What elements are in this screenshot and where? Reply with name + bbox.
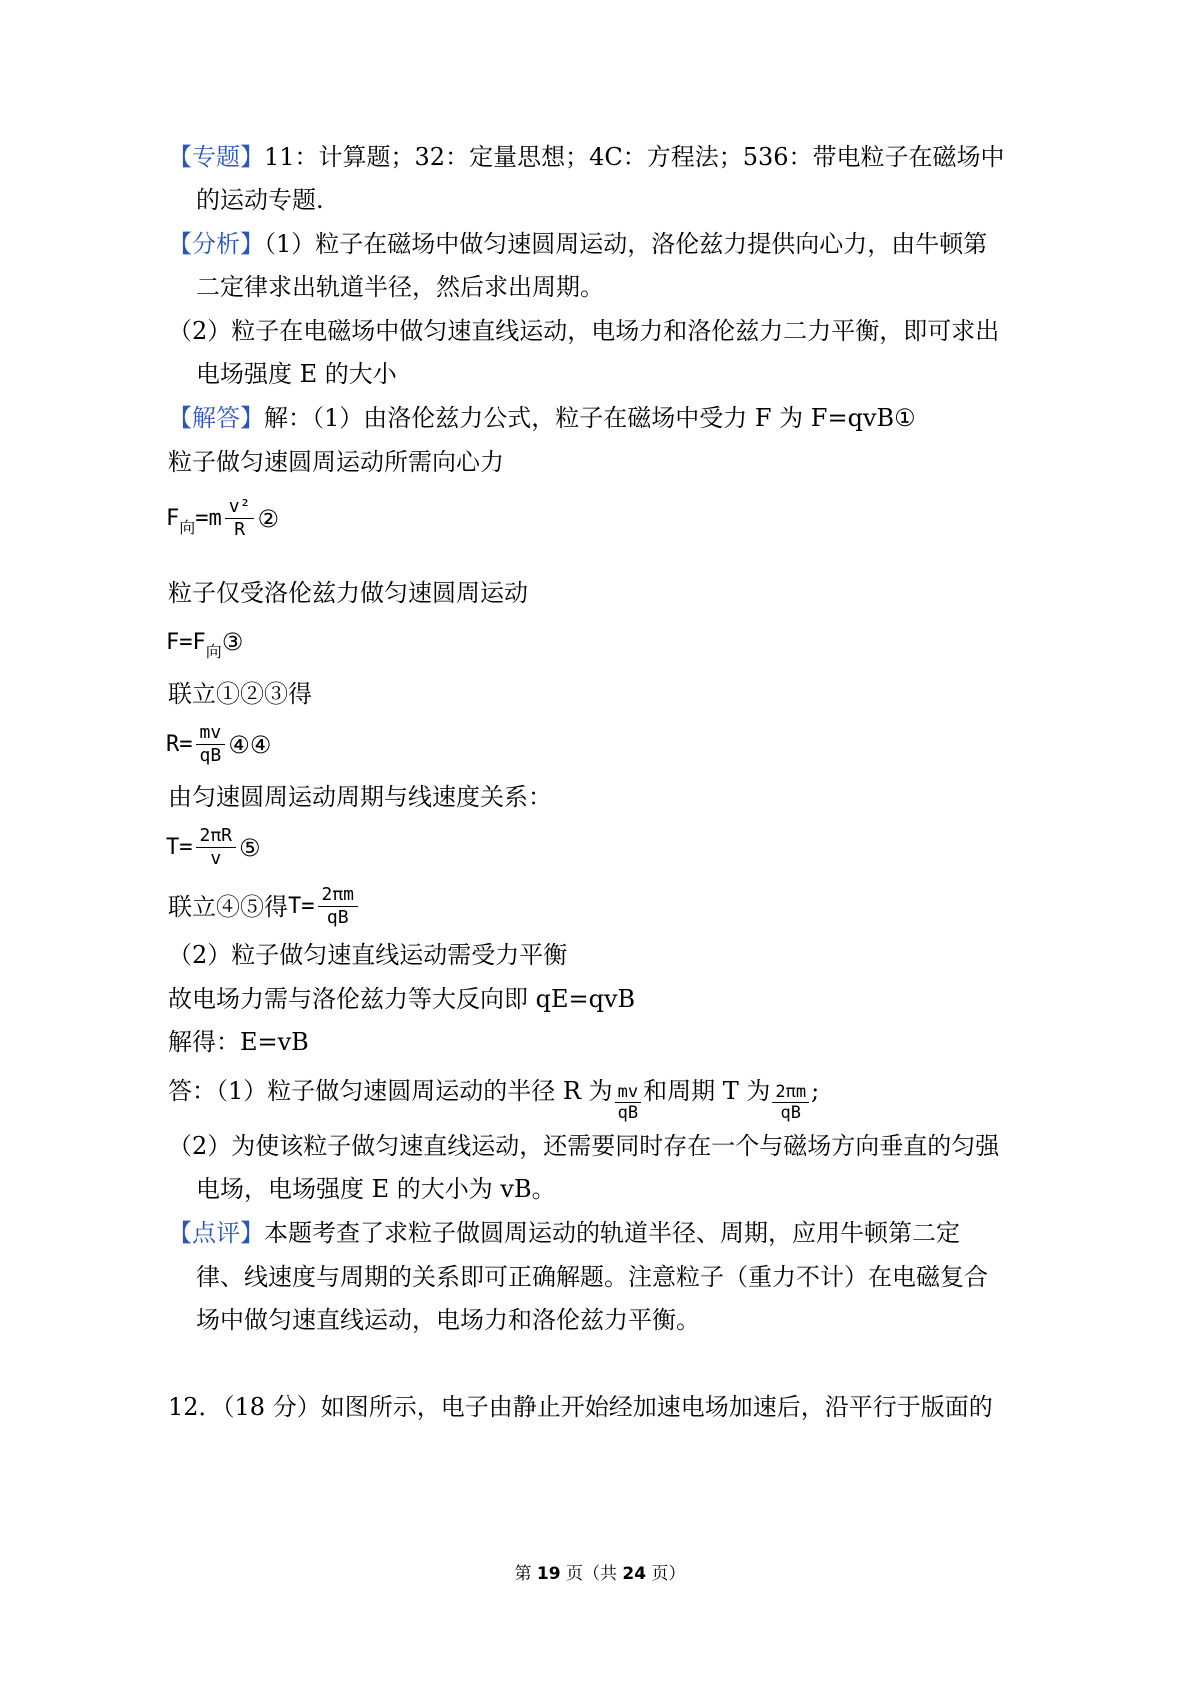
- solution-line-5: 由匀速圆周运动周期与线速度关系：: [168, 783, 552, 811]
- formula-f2-sub: 向: [179, 518, 196, 537]
- answer-fraction-period: [772, 1082, 809, 1123]
- answer-text-a: 答：（1）粒子做匀速圆周运动的半径 R 为: [168, 1077, 613, 1105]
- solution-line-1: [168, 402, 916, 434]
- footer-middle: 页（共: [560, 1564, 623, 1584]
- topic-tag: 【专题】: [168, 143, 264, 171]
- formula-f5-fraction: [196, 825, 237, 870]
- solution-line-7: （2）粒子做匀速直线运动需受力平衡: [168, 941, 568, 969]
- answer-line-2: （2）为使该粒子做匀速直线运动，还需要同时存在一个与磁场方向垂直的匀强: [168, 1132, 1000, 1160]
- analysis-line-2: 二定律求出轨道半径，然后求出周期。: [196, 273, 604, 301]
- page-footer: [0, 1559, 1200, 1584]
- solution-line-2: 粒子做匀速圆周运动所需向心力: [168, 448, 504, 476]
- formula-f6-lhs: T=: [288, 893, 315, 919]
- answer-text-b: 和周期 T 为: [643, 1077, 771, 1105]
- solution-tag: 【解答】: [168, 404, 264, 432]
- answer-text-c: ;: [811, 1077, 820, 1105]
- answer-fraction-radius: [615, 1082, 641, 1123]
- solution-line-9: 解得：E=vB: [168, 1028, 309, 1056]
- formula-f5-lhs: T=: [166, 835, 193, 860]
- formula-f3-mark: ③: [221, 628, 244, 656]
- formula-f2-num: v²: [225, 496, 255, 519]
- topic-line-1: [168, 141, 1005, 173]
- footer-page-number: 19: [536, 1564, 561, 1584]
- analysis-line-1: [168, 228, 987, 260]
- analysis-line-4: 电场强度 E 的大小: [196, 360, 397, 388]
- footer-suffix: 页）: [646, 1564, 686, 1584]
- formula-f5-mark: ⑤: [239, 833, 261, 862]
- answer-line-1: [168, 1072, 820, 1123]
- formula-f4-num: mv: [196, 722, 226, 745]
- formula-period-m: [288, 884, 361, 929]
- formula-f4-lhs: R=: [166, 732, 193, 757]
- formula-f6-den: qB: [326, 907, 349, 928]
- formula-period-v: [166, 825, 261, 870]
- footer-total-pages: 24: [622, 1564, 647, 1584]
- formula-f4-fraction: [196, 722, 226, 767]
- comment-line-3: 场中做匀速直线运动，电场力和洛伦兹力平衡。: [196, 1306, 700, 1334]
- formula-radius: [166, 722, 271, 767]
- formula-f3-sub: 向: [205, 641, 222, 661]
- solution-line-8: 故电场力需与洛伦兹力等大反向即 qE=qvB: [168, 985, 636, 1013]
- formula-f6-fraction: [318, 884, 359, 929]
- answer-f1-den: qB: [617, 1103, 639, 1123]
- analysis-tag: 【分析】: [168, 230, 264, 258]
- formula-f6-num: 2πm: [318, 884, 359, 907]
- formula-f2-lhs: F: [166, 506, 180, 531]
- analysis-line-3: （2）粒子在电磁场中做匀速直线运动，电场力和洛伦兹力二力平衡，即可求出: [168, 317, 1000, 345]
- formula-f2-mark: ②: [257, 504, 279, 533]
- formula-f2-eq: =m: [195, 506, 222, 531]
- formula-f5-num: 2πR: [196, 825, 237, 848]
- answer-f2-den: qB: [780, 1103, 801, 1123]
- comment-line-1: [168, 1217, 960, 1249]
- analysis-text-1: （1）粒子在磁场中做匀速圆周运动，洛伦兹力提供向心力，由牛顿第: [264, 230, 988, 258]
- formula-centripetal-force: [166, 496, 279, 541]
- next-question-line: 12．（18 分）如图所示，电子由静止开始经加速电场加速后，沿平行于版面的: [168, 1393, 993, 1421]
- formula-f5-den: v: [210, 848, 222, 869]
- solution-line-6: [168, 884, 361, 929]
- formula-f4-mark: ④④: [228, 730, 272, 759]
- formula-f4-den: qB: [199, 745, 222, 766]
- solution-line-6-text: 联立④⑤得: [168, 892, 288, 921]
- topic-text-1: 11：计算题；32：定量思想；4C：方程法；536：带电粒子在磁场中: [264, 143, 1005, 171]
- formula-f2-fraction: [225, 496, 255, 541]
- comment-tag: 【点评】: [168, 1219, 264, 1247]
- answer-line-3: 电场，电场强度 E 的大小为 vB。: [196, 1175, 556, 1203]
- solution-line-3: 粒子仅受洛伦兹力做匀速圆周运动: [168, 579, 528, 607]
- footer-prefix: 第: [514, 1564, 537, 1584]
- answer-f2-num: 2πm: [772, 1082, 809, 1103]
- answer-f1-num: mv: [615, 1082, 641, 1103]
- solution-line-4: 联立①②③得: [168, 680, 312, 708]
- comment-text-1: 本题考查了求粒子做圆周运动的轨道半径、周期，应用牛顿第二定: [264, 1219, 960, 1247]
- comment-line-2: 律、线速度与周期的关系即可正确解题。注意粒子（重力不计）在电磁复合: [196, 1263, 988, 1291]
- solution-text-1: 解：（1）由洛伦兹力公式，粒子在磁场中受力 F 为 F=qvB①: [264, 404, 916, 432]
- formula-force-equal: [166, 628, 244, 661]
- topic-line-2: 的运动专题.: [196, 186, 324, 214]
- formula-f2-den: R: [234, 519, 246, 540]
- formula-f3-lhs: F=F: [166, 629, 206, 655]
